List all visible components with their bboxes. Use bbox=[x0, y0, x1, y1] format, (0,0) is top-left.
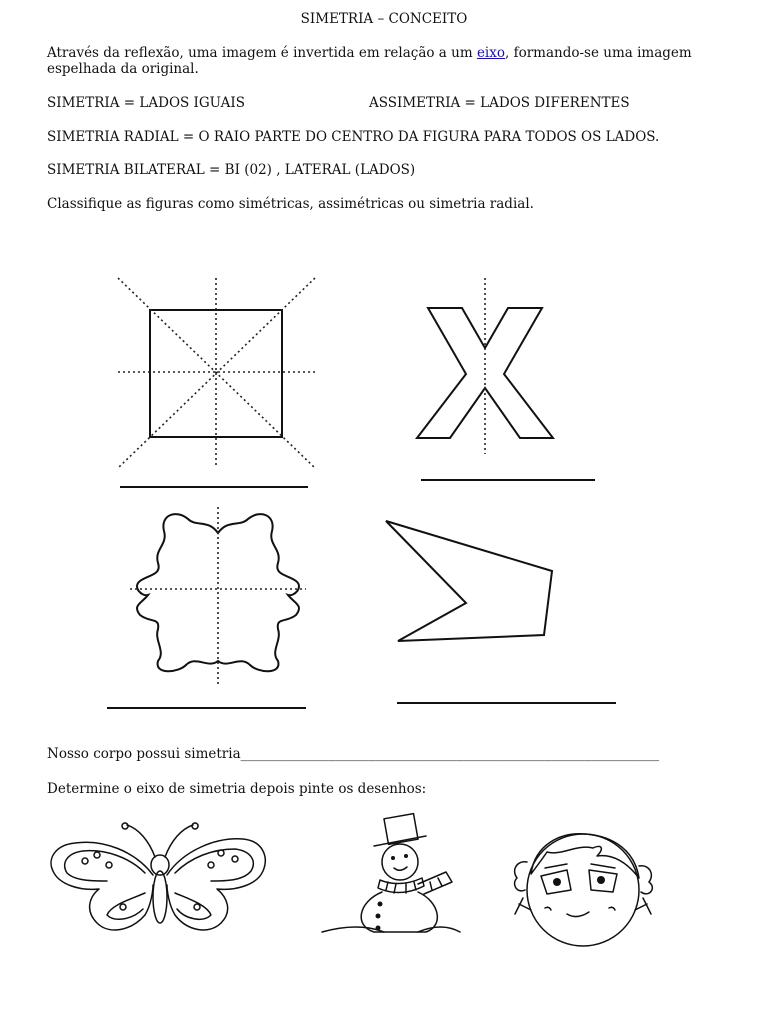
face-outline bbox=[527, 834, 639, 946]
square-radial-figure bbox=[110, 270, 320, 470]
snowman-scarf bbox=[378, 872, 452, 894]
def-radial: SIMETRIA RADIAL = O RAIO PARTE DO CENTRO DA FIGURA PARA TODOS OS LADOS. bbox=[47, 129, 660, 145]
answer-line-4[interactable] bbox=[397, 702, 616, 704]
eyes bbox=[541, 864, 617, 894]
intro-text-before: Através da reflexão, uma imagem é invertida em relação a um bbox=[47, 45, 477, 61]
sigma-shape bbox=[386, 521, 552, 641]
butterfly-spots bbox=[82, 850, 238, 910]
mouth bbox=[545, 907, 615, 916]
snowman-head bbox=[382, 844, 418, 880]
butterfly-left-wings bbox=[51, 842, 153, 930]
girl-face-drawing bbox=[505, 818, 660, 958]
butterfly-body bbox=[122, 823, 198, 923]
question-body-symmetry: Nosso corpo possui simetria______________________________________________________________ bbox=[47, 746, 660, 762]
answer-line-2[interactable] bbox=[421, 479, 595, 481]
def-bilateral: SIMETRIA BILATERAL = BI (02) , LATERAL (LADOS) bbox=[47, 162, 416, 178]
answer-line-3[interactable] bbox=[107, 707, 306, 709]
def-simetria: SIMETRIA = LADOS IGUAIS bbox=[47, 95, 245, 111]
snowman-hat bbox=[374, 814, 426, 846]
butterfly-right-wings bbox=[167, 839, 265, 930]
intro-text-after: , formando-se uma imagem espelhada da original. bbox=[47, 45, 692, 77]
snowman-body bbox=[322, 892, 460, 932]
sigma-figure bbox=[380, 515, 560, 650]
intro-paragraph bbox=[47, 45, 737, 77]
letter-x-figure bbox=[410, 276, 560, 456]
inkblot-figure bbox=[128, 505, 308, 690]
instruction-classify: Classifique as figuras como simétricas, assimétricas ou simetria radial. bbox=[47, 196, 534, 212]
instruction-color: Determine o eixo de simetria depois pinte os desenhos: bbox=[47, 781, 427, 797]
snowman-drawing bbox=[318, 810, 463, 935]
hair bbox=[515, 834, 653, 914]
answer-line-1[interactable] bbox=[120, 486, 308, 488]
eixo-link[interactable]: eixo bbox=[476, 45, 505, 61]
def-assimetria: ASSIMETRIA = LADOS DIFERENTES bbox=[369, 95, 630, 111]
butterfly-drawing bbox=[45, 815, 270, 950]
page-title: SIMETRIA – CONCEITO bbox=[300, 11, 468, 27]
